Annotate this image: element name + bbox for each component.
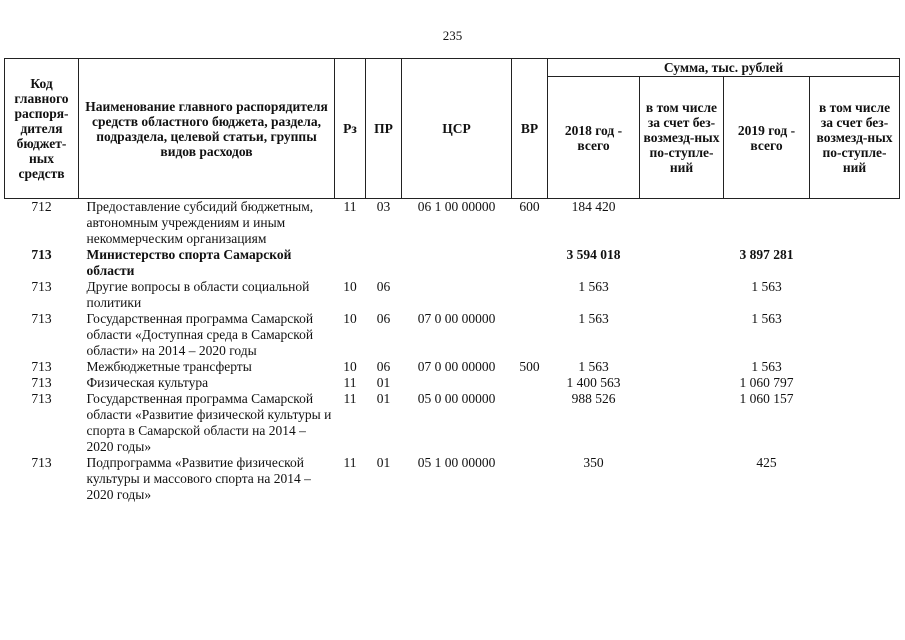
cell-code: 713 [31,391,52,406]
cell-csr: 07 0 00 00000 [417,359,496,374]
cell-csr [402,375,512,391]
table-row [5,279,900,311]
cell-2018-total: 1 400 563 [566,375,621,390]
cell-name: Государственная программа Самарской области «Доступная среда в Самарской области» на 2014 – 2020 годы [86,311,314,358]
cell-csr [402,247,512,279]
header-name: Наименование главного распорядителя средств областного бюджета, раздела, подраздела, целевой статьи, группы видов расходов [79,59,335,199]
cell-name: Межбюджетные трансферты [86,359,252,374]
cell-vr [512,391,548,455]
cell-name: Государственная программа Самарской области «Развитие физической культуры и спорта в Самарской области на 2014 – 2020 годы» [86,391,332,454]
cell-name: Предоставление субсидий бюджетным, автономным учреждениям и иным некоммерческим организациям [86,199,314,246]
cell-2018-gratuitous [640,247,724,279]
cell-code: 713 [31,311,52,326]
cell-csr: 05 1 00 00000 [417,455,496,470]
cell-name: Подпрограмма «Развитие физической культуры и массового спорта на 2014 – 2020 годы» [86,455,311,502]
table-row [5,311,900,359]
cell-2019-total: 1 563 [751,311,782,326]
cell-pr: 06 [376,311,391,326]
cell-pr: 01 [376,391,391,406]
header-vr: ВР [512,59,548,199]
header-rz: Рз [335,59,366,199]
cell-csr: 05 0 00 00000 [417,391,496,406]
cell-2018-gratuitous [640,375,724,391]
cell-2018-gratuitous [640,311,724,359]
cell-2019-gratuitous [810,359,900,375]
cell-2019-gratuitous [810,247,900,279]
table-row [5,247,900,279]
cell-2019-gratuitous [810,199,900,248]
header-2018-gratuitous: в том числе за счет без-возмезд-ных по-ступле-ний [640,77,724,199]
cell-code: 713 [31,279,52,294]
cell-rz [335,247,366,279]
cell-2019-total: 3 897 281 [739,247,794,262]
cell-csr: 07 0 00 00000 [417,311,496,326]
cell-2018-total: 988 526 [571,391,616,406]
cell-csr [402,279,512,311]
cell-pr [366,247,402,279]
cell-name: Физическая культура [86,375,209,390]
cell-vr [512,247,548,279]
cell-code: 713 [31,247,52,262]
cell-pr: 06 [376,279,391,294]
cell-2018-gratuitous [640,359,724,375]
cell-vr: 500 [519,359,540,374]
cell-2018-total: 184 420 [571,199,616,214]
header-csr: ЦСР [402,59,512,199]
cell-2018-total: 3 594 018 [566,247,621,262]
cell-2019-total [724,199,810,248]
cell-2018-total: 1 563 [578,279,609,294]
table-row [5,375,900,391]
header-pr: ПР [366,59,402,199]
cell-code: 713 [31,375,52,390]
cell-name: Министерство спорта Самарской области [86,247,292,278]
table-body [5,199,900,504]
header-2019-gratuitous: в том числе за счет без-возмезд-ных по-ступле-ний [810,77,900,199]
table-row [5,391,900,455]
cell-rz: 11 [343,391,357,406]
cell-vr: 600 [519,199,540,214]
header-code: Код главного распоря-дителя бюджет-ных средств [5,59,79,199]
cell-rz: 10 [343,311,357,326]
cell-2019-total: 1 060 157 [739,391,794,406]
cell-vr [512,279,548,311]
cell-2018-gratuitous [640,199,724,248]
cell-2019-total: 1 060 797 [739,375,794,390]
cell-rz: 11 [343,199,357,214]
cell-name: Другие вопросы в области социальной политики [86,279,310,310]
cell-vr [512,375,548,391]
cell-vr [512,311,548,359]
cell-vr [512,455,548,503]
cell-pr: 01 [376,455,391,470]
header-sum-group: Сумма, тыс. рублей [548,59,900,77]
cell-2018-total: 1 563 [578,359,609,374]
cell-2018-total: 350 [583,455,604,470]
cell-rz: 10 [343,359,357,374]
table-row [5,199,900,248]
cell-code: 713 [31,455,52,470]
cell-2018-gratuitous [640,455,724,503]
cell-2019-total: 1 563 [751,359,782,374]
header-2019-total: 2019 год - всего [724,77,810,199]
cell-pr: 03 [376,199,391,214]
cell-code: 712 [31,199,52,214]
cell-pr: 01 [376,375,391,390]
cell-rz: 11 [343,375,357,390]
cell-pr: 06 [376,359,391,374]
table-row [5,359,900,375]
cell-csr: 06 1 00 00000 [417,199,496,214]
cell-2018-gratuitous [640,391,724,455]
table-row [5,455,900,503]
cell-rz: 11 [343,455,357,470]
cell-2019-gratuitous [810,311,900,359]
cell-2018-total: 1 563 [578,311,609,326]
cell-2019-gratuitous [810,375,900,391]
cell-2019-total: 425 [756,455,777,470]
cell-2018-gratuitous [640,279,724,311]
cell-code: 713 [31,359,52,374]
cell-2019-gratuitous [810,455,900,503]
header-2018-total: 2018 год - всего [548,77,640,199]
page-number: 235 [442,28,463,43]
budget-table [4,58,900,503]
cell-2019-gratuitous [810,279,900,311]
cell-2019-gratuitous [810,391,900,455]
cell-rz: 10 [343,279,357,294]
cell-2019-total: 1 563 [751,279,782,294]
